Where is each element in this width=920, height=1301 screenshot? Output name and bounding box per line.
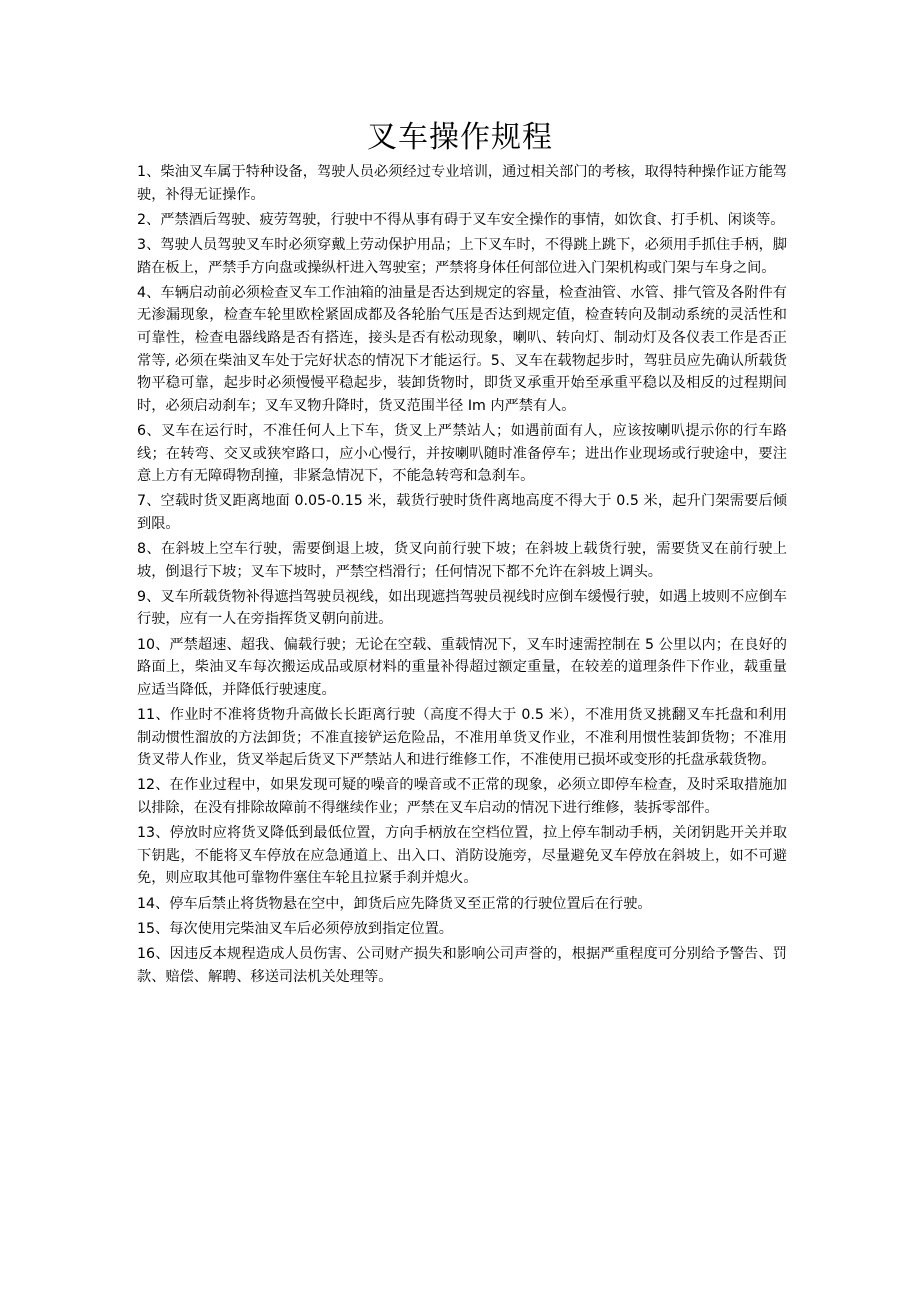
document-title: 叉车操作规程 (367, 120, 553, 155)
rule-item-4: 4、车辆启动前必须检查叉车工作油箱的油量是否达到规定的容量，检查油管、水管、排气管及各附件有无渗漏现象，检查车轮里欧栓紧固成都及各轮胎气压是否达到规定值，检查转向及制动系统的灵活性和可靠性，检查电器线路是否有搭连，接头是否有松动现象，喇叭、转向灯、制动灯及各仪表工作是否正常等, 必须在柴油叉车处于完好状态的情况下才能运行。5、叉车在载物起步时，驾驻员应先确认所载货物平稳可靠，起步时必须慢慢平稳起步，装卸货物时，即货叉承重开始至承重平稳以及相反的过程期间时，必须启动刹车；叉车叉物升降时，货叉范围半径 Im 内严禁有人。 (137, 284, 787, 414)
rule-item-9: 9、叉车所载货物补得遮挡驾驶员视线，如出现遮挡驾驶员视线时应倒车缓慢行驶，如遇上坡则不应倒车行驶，应有一人在旁指挥货叉朝向前进。 (137, 588, 787, 628)
rule-item-8: 8、在斜坡上空车行驶，需要倒退上坡，货叉向前行驶下坡；在斜坡上载货行驶，需要货叉在前行驶上坡，倒退行下坡；叉车下坡时，严禁空档滑行；任何情况下都不允许在斜坡上调头。 (137, 541, 787, 580)
rule-item-15: 15、每次使用完柴油叉车后必须停放到指定位置。 (137, 920, 453, 937)
rule-item-2: 2、严禁酒后驾驶、疲劳驾驶，行驶中不得从事有碍于叉车安全操作的事情，如饮食、打手机、闲谈等。 (137, 211, 785, 228)
rule-item-6: 6、叉车在运行时，不准任何人上下车，货叉上严禁站人；如遇前面有人，应该按喇叭提示你的行车路线；在转弯、交叉或狭窄路口，应小心慢行，并按喇叭随时准备停车；进出作业现场或行驶途中，要注意上方有无障碍物刮撞，非紧急情况下，不能急转弯和急刹车。 (137, 422, 787, 485)
rule-item-16: 16、因违反本规程造成人员伤害、公司财产损失和影响公司声誉的，根据严重程度可分别给予警告、罚款、赔偿、解聘、移送司法机关处理等。 (137, 945, 787, 985)
rule-item-7: 7、空载时货叉距离地面 0.05-0.15 米，载货行驶时货件离地高度不得大于 0.5 米，起升门架需要后倾到限。 (137, 493, 787, 532)
rule-item-14: 14、停车后禁止将货物悬在空中，卸货后应先降货叉至正常的行驶位置后在行驶。 (137, 895, 652, 912)
rule-item-10: 10、严禁超速、超我、偏载行驶；无论在空载、重载情况下，叉车时速需控制在 5 公里以内；在良好的路面上，柴油叉车每次搬运成品或原材料的重量补得超过额定重量，在较差的道理条件下作业，载重量应适当降低，并降低行驶速度。 (137, 636, 787, 698)
rule-item-13: 13、停放时应将货叉降低到最低位置，方向手柄放在空档位置，拉上停车制动手柄，关闭钥匙开关并取下钥匙，不能将叉车停放在应急通道上、出入口、消防设施旁，尽量避免叉车停放在斜坡上，如不可避免，则应取其他可靠物件塞住车轮且拉紧手刹并熄火。 (137, 825, 787, 887)
rule-item-11: 11、作业时不准将货物升高做长长距离行驶（高度不得大于 0.5 米），不准用货叉挑翻叉车托盘和利用制动惯性溜放的方法卸货；不准直接铲运危险品，不准用单货叉作业，不准利用惯性装卸货物；不准用货叉带人作业，货叉举起后货叉下严禁站人和进行维修工作，不准使用已损坏或变形的托盘承载货物。 (137, 707, 787, 769)
rule-item-1: 1、柴油叉车属于特种设备，驾驶人员必须经过专业培训，通过相关部门的考核，取得特种操作证方能驾驶，补得无证操作。 (137, 164, 787, 203)
rule-item-3: 3、驾驶人员驾驶叉车时必须穿戴上劳动保护用品；上下叉车时，不得跳上跳下，必须用手抓住手柄，脚踏在板上，严禁手方向盘或操纵杆进入驾驶室；严禁将身体任何部位进入门架机构或门架与车身之间。 (137, 236, 787, 276)
rules-list (137, 161, 787, 991)
rule-item-12: 12、在作业过程中，如果发现可疑的噪音的噪音或不正常的现象，必须立即停车检查，及时采取措施加以排除，在没有排除故障前不得继续作业；严禁在叉车启动的情况下进行维修，装拆零部件。 (137, 777, 787, 816)
